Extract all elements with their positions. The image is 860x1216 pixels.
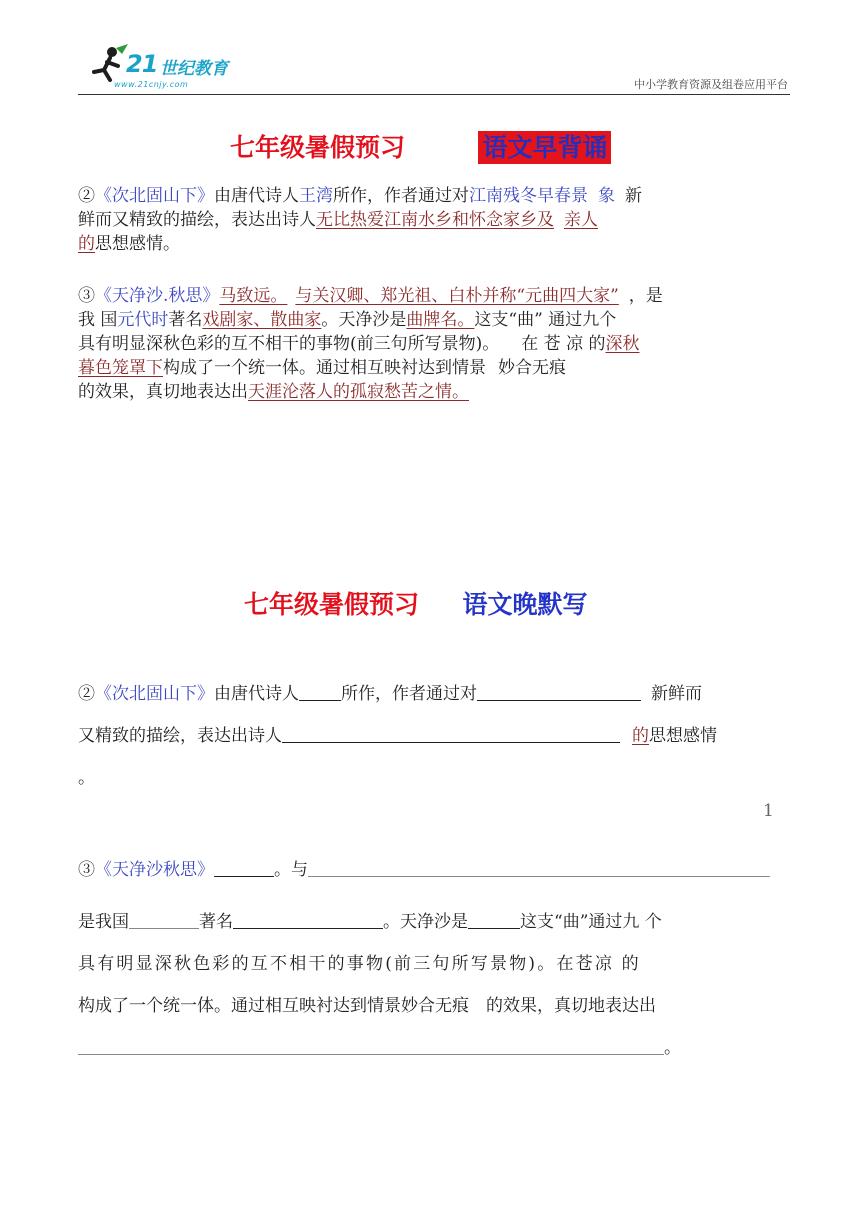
header-divider [78, 94, 790, 95]
text: 这支“曲” 通过九个 [474, 310, 617, 330]
text: 的效果，真切地表达出 [78, 382, 248, 402]
text: 思想感情。 [95, 234, 180, 254]
blank-emotion[interactable] [78, 1036, 664, 1055]
poem-title: 《次北固山下》 [95, 186, 214, 206]
text: ，是 [628, 286, 663, 306]
four-masters-answer: 与关汉卿、郑光祖、白朴并称“元曲四大家” [295, 286, 619, 306]
author-answer: 马致远。 [219, 286, 288, 306]
blank-emotion[interactable] [282, 724, 620, 743]
blank-genre[interactable] [468, 910, 520, 929]
poem-title: 《天净沙.秋思》 [95, 286, 220, 306]
emotion-answer: 无比热爱江南水乡和怀念家乡及 [316, 210, 554, 230]
role-answer: 戏剧家、散曲家 [202, 310, 322, 330]
blank-four-masters[interactable] [308, 858, 770, 877]
text: 新鲜而 [651, 684, 702, 704]
emotion-answer-3: 的 [78, 234, 95, 254]
text: 所作，作者通过对 [341, 684, 477, 704]
text: 在 苍 凉 的 [521, 334, 606, 354]
scene-answer-2: 暮色笼罩下 [78, 358, 163, 378]
blank-role[interactable] [233, 910, 383, 929]
evening-title-right: 语文晚默写 [462, 590, 588, 619]
poem-title: 《天净沙秋思》 [95, 860, 214, 880]
text: 构成了一个统一体。通过相互映衬达到情景妙合无痕 的效果，真切地表达出 [78, 996, 656, 1016]
text: 是我国 [78, 912, 129, 932]
morning-title-left: 七年级暑假预习 [230, 133, 406, 162]
text: 。与 [274, 860, 308, 880]
text: 鲜而又精致的描绘，表达出诗人 [78, 210, 316, 230]
text: 。天净沙是 [383, 912, 468, 932]
text: 。 [664, 1038, 681, 1058]
text: 所作，作者通过对 [333, 186, 469, 206]
page-number: 1 [763, 801, 774, 821]
logo-text: 世纪教育 [160, 59, 228, 79]
evening-para-2 [78, 680, 794, 788]
emotion-answer: 天涯沦落人的孤寂愁苦之情 [248, 382, 452, 402]
text: 具有明显深秋色彩的互不相干的事物(前三句所写景物)。在苍凉 的 [78, 954, 641, 974]
text: 新 [625, 186, 642, 206]
text: 具有明显深秋色彩的互不相干的事物(前三句所写景物)。 [78, 334, 500, 354]
evening-title-left: 七年级暑假预习 [244, 590, 420, 619]
blank-dynasty[interactable] [129, 910, 199, 929]
dynasty-text: 元代时 [117, 310, 169, 330]
blank-author[interactable] [214, 858, 274, 877]
text: 这支“曲”通过九 个 [520, 912, 662, 932]
morning-title-highlight: 语文早背诵 [478, 131, 611, 164]
blank-poet[interactable] [299, 682, 341, 701]
poet-name: 王湾 [299, 186, 333, 206]
text: 由唐代诗人 [214, 186, 299, 206]
poem-title: 《次北固山下》 [95, 684, 214, 704]
text: 著名 [199, 912, 233, 932]
para-number: ③ [78, 286, 95, 306]
text: 我 国 [78, 310, 118, 330]
logo [88, 42, 258, 92]
evening-title [244, 585, 587, 621]
text: 的 [632, 726, 649, 746]
text: 由唐代诗人 [214, 684, 299, 704]
text: 构成了一个统一体。通过相互映衬达到情景 [163, 358, 486, 378]
morning-para-2 [78, 184, 794, 256]
text: 。 [78, 768, 95, 788]
emotion-answer-2: 亲人 [564, 210, 598, 230]
genre-answer: 曲牌名。 [406, 310, 475, 330]
runner-logo-icon [88, 44, 128, 84]
morning-para-3 [78, 284, 794, 404]
scene-answer: 深秋 [605, 334, 640, 354]
para-number: ② [78, 186, 95, 206]
evening-para-3 [78, 856, 794, 1076]
text: 又精致的描绘，表达出诗人 [78, 726, 282, 746]
blank-scene[interactable] [477, 682, 641, 701]
text: 。天净沙是 [321, 310, 407, 330]
para-number: ② [78, 684, 95, 704]
text: 著名 [168, 310, 203, 330]
platform-name: 中小学教育资源及组卷应用平台 [634, 78, 788, 91]
page-header [78, 40, 790, 96]
morning-title [230, 128, 611, 164]
text: 。 [452, 382, 469, 402]
text: 妙合无痕 [498, 358, 566, 378]
para-number: ③ [78, 860, 95, 880]
logo-number: 21 [126, 50, 158, 78]
scene-text-2: 象 [598, 186, 615, 206]
logo-url: www.21cnjy.com [114, 80, 189, 89]
scene-text: 江南残冬早春景 [469, 186, 588, 206]
text: 思想感情 [649, 726, 717, 746]
